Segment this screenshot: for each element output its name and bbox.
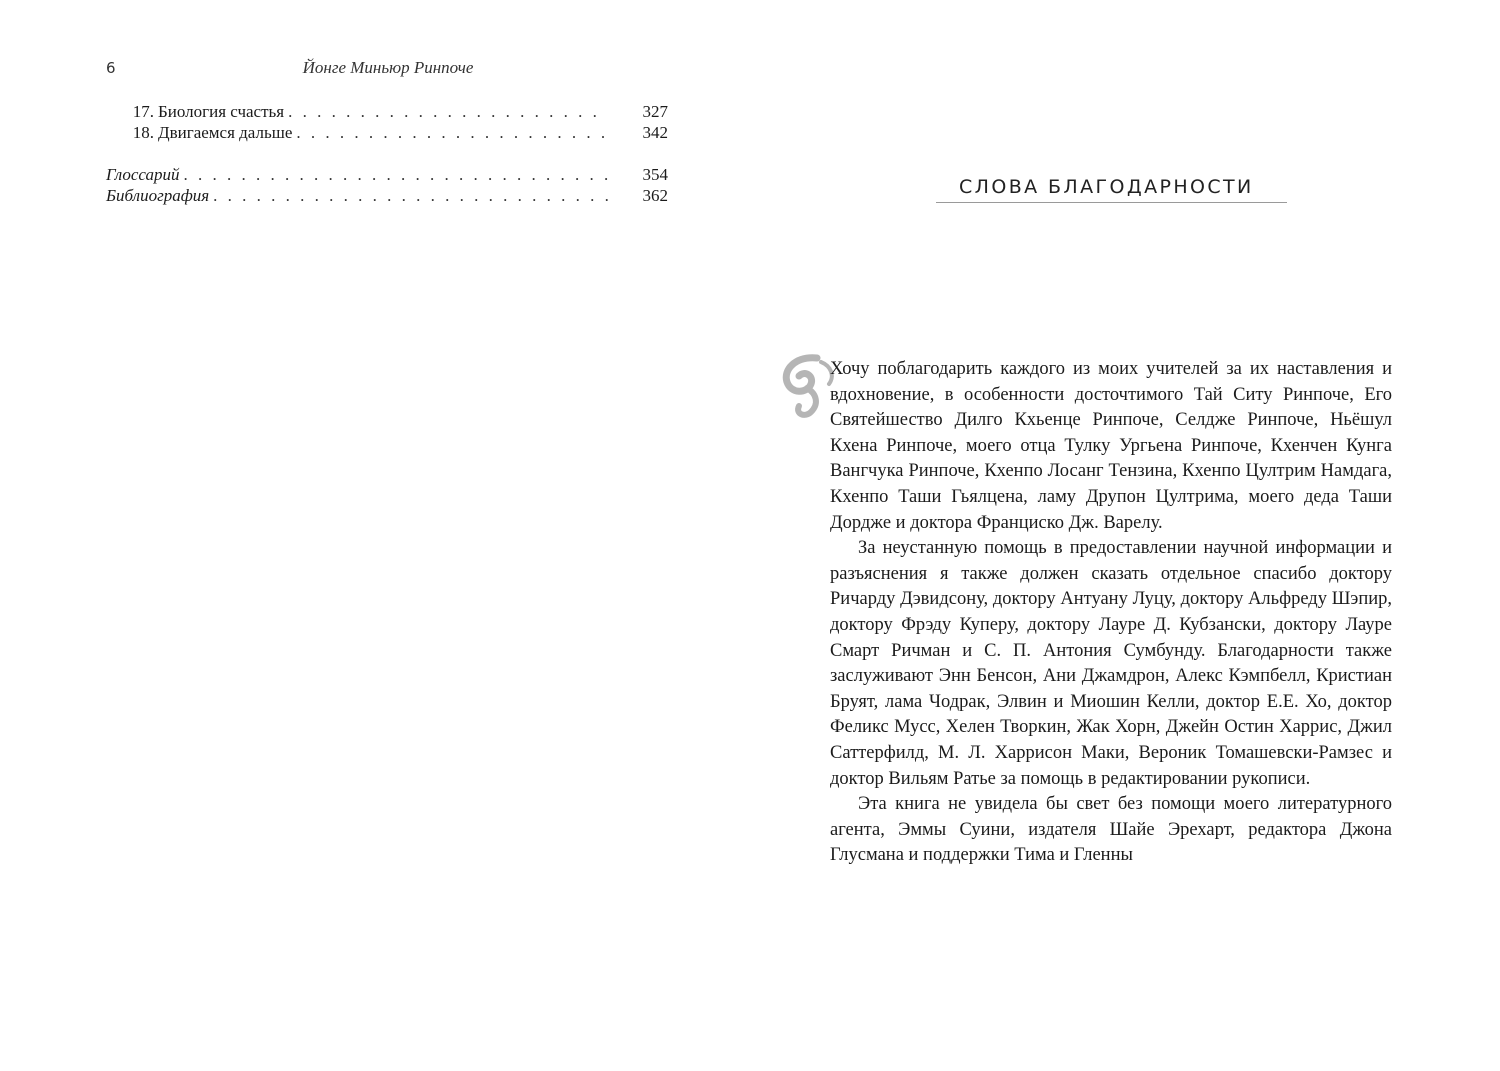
paragraph: За неустанную помощь в предоставлении научной информации и разъяснения я также должен сказать отдельное спасибо доктору Ричарду Дэвидсону, доктору Антуану Луцу, доктору Альфреду Шэпир, доктору Фрэду Куперу, доктору Лауре Д. Кубзански, доктору Лауре Смарт Ричман и С. П. Антония Сумбунду. Благодарности также заслуживают Энн Бенсон, Ани Джамдрон, Алекс Кэмпбелл, Кристиан Бруят, лама Чодрак, Элвин и Миошин Келли, доктор Е.Е. Хо, доктор Феликс Мусс, Хелен Творкин, Жак Хорн, Джейн Остин Харрис, Джил Саттерфилд, М. Л. Харрисон Маки, Вероник Томашевски-Рамзес и доктор Вильям Ратье за помощь в редактировании рукописи. (830, 538, 1392, 789)
toc-entry-page: 327 (642, 102, 668, 121)
paragraph: Хочу поблагодарить каждого из моих учителей за их наставления и вдохновение, в особенности досточтимого Тай Ситу Ринпоче, Его Святейшество Дилго Кхьенце Ринпоче, Селдже Ринпоче, Ньёшул Кхена Ринпоче, моего отца Тулку Ургьена Ринпоче, Кхенчен Кунга Вангчука Ринпоче, Кхенпо Лосанг Тензина, Кхенпо Цултрим Намдага, Кхенпо Таши Гьялцена, ламу Друпон Цултрима, моего деда Таши Дордже и доктора Франциско Дж. Варелу. (830, 359, 1392, 533)
toc-entry-number: 18. (132, 123, 154, 142)
toc-entry-title: Двигаемся дальше (158, 123, 293, 142)
toc-entry-page: 354 (642, 165, 668, 184)
toc-entry-bibliography[interactable] (106, 185, 668, 206)
running-head: Йонге Миньюр Ринпоче (302, 58, 474, 77)
section-title: СЛОВА БЛАГОДАРНОСТИ (959, 176, 1254, 198)
page-number: 6 (106, 59, 116, 77)
toc-entry-number: 17. (132, 102, 154, 121)
toc-leader-dots (288, 101, 608, 122)
toc-entry[interactable] (106, 101, 668, 122)
table-of-contents (106, 101, 668, 206)
toc-entry-page: 362 (642, 186, 668, 205)
toc-spacer (106, 143, 668, 164)
title-underline (936, 202, 1287, 203)
right-page (750, 0, 1500, 1071)
toc-entry-title: Библиография (106, 186, 210, 205)
toc-entry-title: Биология счастья (158, 102, 285, 121)
toc-entry[interactable] (106, 122, 668, 143)
toc-leader-dots (296, 122, 608, 143)
toc-entry-title: Глоссарий (106, 165, 180, 184)
paragraph: Эта книга не увидела бы свет без помощи моего литературного агента, Эммы Суини, издателя Шайе Эрехарт, редактора Джона Глусмана и поддержки Тима и Гленны (830, 794, 1392, 866)
toc-entry-page: 342 (642, 123, 668, 142)
toc-entry-glossary[interactable] (106, 164, 668, 185)
acknowledgements-body (830, 357, 1392, 869)
toc-leader-dots (184, 164, 608, 185)
toc-leader-dots (213, 185, 608, 206)
